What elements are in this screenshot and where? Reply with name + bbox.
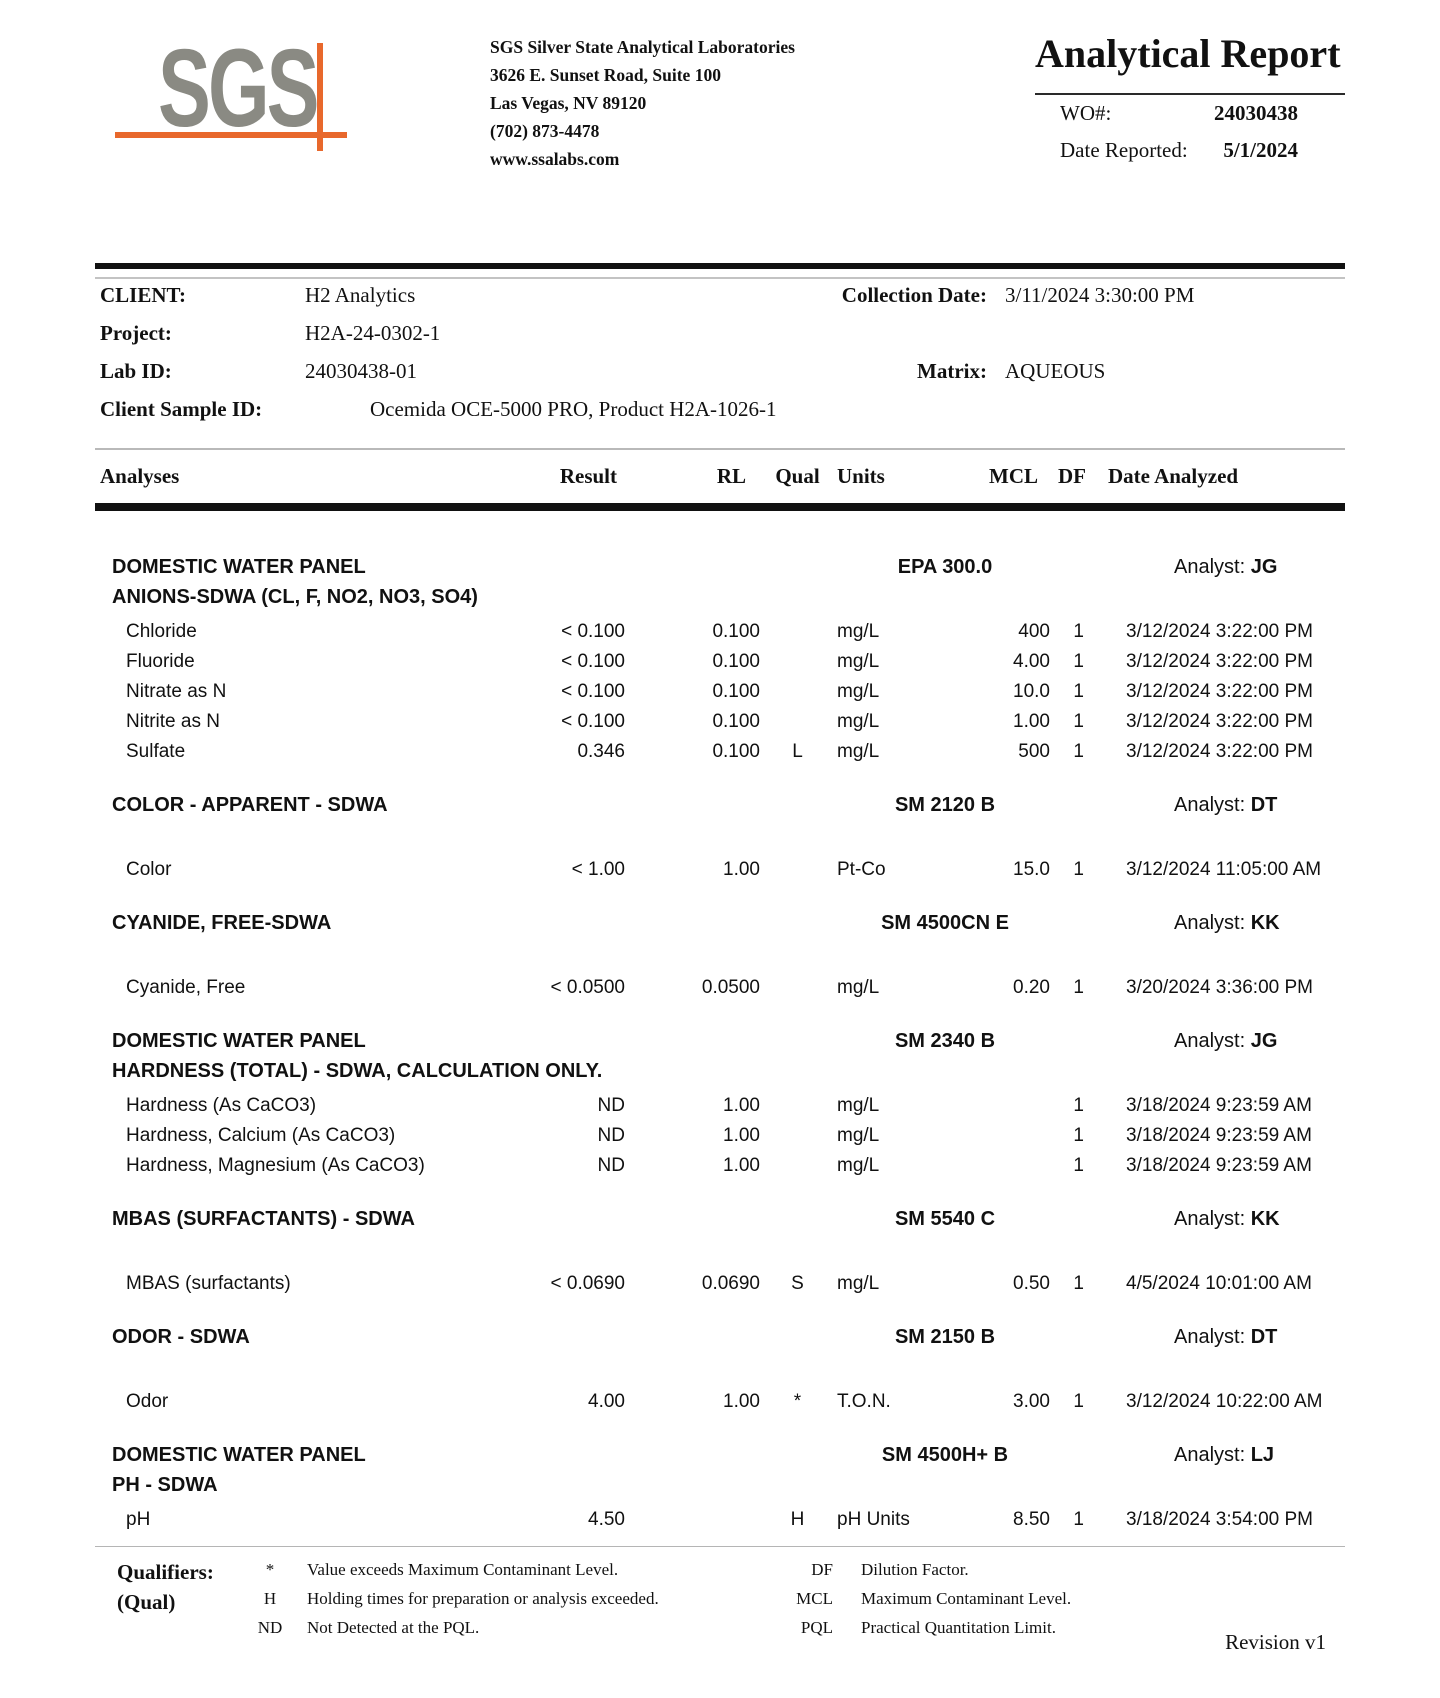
cell-units: mg/L: [837, 621, 880, 642]
analyst-label: Analyst:: [1174, 1326, 1246, 1348]
panel-rows: [95, 973, 1345, 1003]
panel-method: SM 2150 B: [894, 1326, 996, 1348]
sample-id-value: Ocemida OCE-5000 PRO, Product H2A-1026-1: [370, 397, 777, 421]
panel-analyst: [1174, 1440, 1274, 1470]
panel-title-line: DOMESTIC WATER PANEL: [112, 556, 366, 578]
matrix-label: Matrix:: [917, 359, 987, 383]
cell-date-analyzed: 3/12/2024 3:22:00 PM: [1126, 741, 1313, 762]
cell-analysis: Chloride: [126, 621, 197, 642]
analyst-initials: KK: [1250, 1208, 1280, 1230]
qualifier-row: [245, 1555, 659, 1584]
report-title: Analytical Report: [1035, 31, 1341, 76]
result-row: [95, 1121, 1345, 1151]
cell-analysis: Nitrate as N: [126, 681, 227, 702]
analysis-panel: [95, 1322, 1345, 1417]
analyst-initials: KK: [1250, 912, 1280, 934]
panel-method: SM 4500CN E: [881, 912, 1009, 934]
cell-date-analyzed: 3/18/2024 9:23:59 AM: [1126, 1155, 1312, 1176]
result-row: [95, 707, 1345, 737]
lab-address-line2: Las Vegas, NV 89120: [490, 93, 647, 113]
lab-info-block: [490, 33, 795, 173]
col-header-analyses: Analyses: [100, 464, 180, 488]
report-head: [1035, 30, 1345, 169]
cell-result: ND: [597, 1125, 625, 1146]
cell-mcl: 500: [1018, 741, 1050, 762]
cell-qual: [760, 1151, 835, 1181]
lab-website: www.ssalabs.com: [490, 149, 620, 169]
qualifier-description: Maximum Contaminant Level.: [861, 1589, 1072, 1608]
qualifier-row: [785, 1555, 1071, 1584]
cell-units: mg/L: [837, 741, 880, 762]
cell-df: 1: [1073, 741, 1084, 762]
panel-header: [95, 1440, 1345, 1500]
client-value: H2 Analytics: [305, 283, 416, 307]
panel-title-line: MBAS (SURFACTANTS) - SDWA: [112, 1208, 415, 1230]
col-header-units: Units: [837, 464, 885, 488]
cell-result: 0.346: [577, 741, 625, 762]
cell-rl: 0.100: [712, 651, 760, 672]
result-row: [95, 1387, 1345, 1417]
analysis-panel: [95, 1026, 1345, 1181]
panel-rows: [95, 1505, 1345, 1535]
panel-header: [95, 1322, 1345, 1382]
cell-qual: [760, 1091, 835, 1121]
cell-qual: *: [793, 1391, 802, 1412]
cell-units: mg/L: [837, 1273, 880, 1294]
cell-result: < 0.100: [561, 711, 625, 732]
panel-title: [95, 908, 735, 938]
analyst-label: Analyst:: [1174, 1444, 1246, 1466]
cell-qual: L: [792, 741, 803, 762]
date-reported-label: Date Reported:: [1060, 138, 1188, 162]
cell-df: 1: [1073, 1125, 1084, 1146]
analyst-label: Analyst:: [1174, 556, 1246, 578]
qualifier-code: MCL: [796, 1589, 833, 1608]
date-reported-value: 5/1/2024: [1223, 138, 1298, 162]
col-header-rl: RL: [716, 464, 746, 488]
cell-df: 1: [1073, 1273, 1084, 1294]
result-row: [95, 1091, 1345, 1121]
cell-units: mg/L: [837, 1155, 880, 1176]
lab-phone: (702) 873-4478: [490, 121, 600, 141]
cell-mcl: 15.0: [1013, 859, 1050, 880]
cell-qual: S: [791, 1273, 804, 1294]
col-header-mcl: MCL: [989, 464, 1038, 488]
cell-units: mg/L: [837, 1095, 880, 1116]
panel-title: [95, 1440, 735, 1500]
cell-rl: 0.100: [712, 711, 760, 732]
qualifiers-label: [117, 1557, 214, 1617]
cell-analysis: pH: [126, 1509, 151, 1530]
cell-df: 1: [1073, 1509, 1084, 1530]
analysis-panel: [95, 908, 1345, 1003]
sample-id-row: [95, 390, 1345, 428]
cell-rl: 1.00: [723, 1095, 760, 1116]
panel-method: SM 4500H+ B: [881, 1444, 1009, 1466]
cell-qual: [760, 973, 835, 1003]
result-row: [95, 737, 1345, 767]
col-header-date-analyzed: Date Analyzed: [1108, 464, 1239, 488]
result-row: [95, 617, 1345, 647]
cell-rl: 0.0500: [701, 977, 760, 998]
cell-df: 1: [1073, 977, 1084, 998]
client-label: CLIENT:: [100, 283, 186, 307]
panel-rows: [95, 1387, 1345, 1417]
col-header-df: DF: [1058, 464, 1086, 488]
cell-result: < 0.100: [561, 651, 625, 672]
cell-result: ND: [597, 1155, 625, 1176]
lab-id-value: 24030438-01: [305, 359, 417, 383]
cell-units: mg/L: [837, 977, 880, 998]
analyst-label: Analyst:: [1174, 794, 1246, 816]
result-row: [95, 647, 1345, 677]
panel-title-line: ANIONS-SDWA (CL, F, NO2, NO3, SO4): [112, 586, 478, 608]
result-row: [95, 855, 1345, 885]
cell-rl: 1.00: [723, 1125, 760, 1146]
panel-analyst: [1174, 552, 1277, 582]
panel-header: [95, 1204, 1345, 1264]
panel-rows: [95, 1269, 1345, 1299]
cell-df: 1: [1073, 621, 1084, 642]
panel-title-line: HARDNESS (TOTAL) - SDWA, CALCULATION ONLY.: [112, 1060, 603, 1082]
cell-result: < 0.0500: [550, 977, 625, 998]
client-row: [95, 276, 1345, 314]
results-section: [95, 506, 1345, 1535]
panel-title: [95, 1204, 735, 1234]
cell-date-analyzed: 3/18/2024 3:54:00 PM: [1126, 1509, 1313, 1530]
panel-analyst: [1174, 908, 1280, 938]
cell-units: T.O.N.: [837, 1391, 891, 1412]
qualifier-description: Dilution Factor.: [861, 1560, 969, 1579]
qualifier-code: DF: [811, 1560, 833, 1579]
qualifier-code: H: [263, 1589, 277, 1608]
analyst-initials: LJ: [1250, 1444, 1275, 1466]
cell-units: mg/L: [837, 1125, 880, 1146]
qualifier-description: Practical Quantitation Limit.: [861, 1618, 1056, 1637]
analyst-initials: DT: [1250, 1326, 1278, 1348]
analysis-panel: [95, 790, 1345, 885]
qualifiers-list-left: [245, 1555, 659, 1642]
cell-mcl: 0.20: [1013, 977, 1050, 998]
cell-mcl: 10.0: [1013, 681, 1050, 702]
cell-date-analyzed: 3/12/2024 3:22:00 PM: [1126, 651, 1313, 672]
cell-analysis: MBAS (surfactants): [126, 1273, 291, 1294]
cell-date-analyzed: 4/5/2024 10:01:00 AM: [1126, 1273, 1312, 1294]
cell-analysis: Fluoride: [126, 651, 195, 672]
lab-name: SGS Silver State Analytical Laboratories: [490, 37, 795, 57]
col-header-result: Result: [559, 464, 617, 488]
analyst-initials: DT: [1250, 794, 1278, 816]
panel-method: EPA 300.0: [897, 556, 993, 578]
panel-header: [95, 908, 1345, 968]
qualifier-code: ND: [257, 1618, 283, 1637]
cell-date-analyzed: 3/12/2024 10:22:00 AM: [1126, 1391, 1323, 1412]
panel-analyst: [1174, 1204, 1280, 1234]
qualifiers-label-line1: Qualifiers:: [117, 1560, 214, 1584]
cell-df: 1: [1073, 1095, 1084, 1116]
date-reported-row: [1060, 132, 1298, 169]
cell-units: pH Units: [837, 1509, 910, 1530]
panel-rows: [95, 1091, 1345, 1181]
cell-df: 1: [1073, 681, 1084, 702]
logo-text: SGS: [158, 27, 317, 150]
cell-rl: 0.100: [712, 681, 760, 702]
sgs-logo: [0, 0, 420, 190]
panel-title-line: DOMESTIC WATER PANEL: [112, 1030, 366, 1052]
rule-above-table-header: [95, 448, 1345, 450]
analysis-panel: [95, 552, 1345, 767]
qualifier-code: *: [265, 1560, 275, 1579]
matrix-value: AQUEOUS: [1005, 359, 1106, 383]
panel-title-line: PH - SDWA: [112, 1474, 218, 1496]
cell-rl: 1.00: [723, 1155, 760, 1176]
cell-mcl: 4.00: [1013, 651, 1050, 672]
qualifier-description: Not Detected at the PQL.: [307, 1618, 480, 1637]
cell-df: 1: [1073, 1155, 1084, 1176]
cell-rl: 1.00: [723, 859, 760, 880]
panel-title: [95, 1026, 735, 1086]
qualifier-row: [245, 1584, 659, 1613]
cell-df: 1: [1073, 711, 1084, 732]
panel-method: SM 2340 B: [894, 1030, 996, 1052]
analyst-label: Analyst:: [1174, 1030, 1246, 1052]
cell-analysis: Nitrite as N: [126, 711, 220, 732]
cell-units: Pt-Co: [837, 859, 886, 880]
analysis-panel: [95, 1204, 1345, 1299]
cell-rl: 0.100: [712, 621, 760, 642]
analyst-label: Analyst:: [1174, 1208, 1246, 1230]
cell-qual: [760, 707, 835, 737]
qualifier-code: PQL: [800, 1618, 833, 1637]
result-row: [95, 1151, 1345, 1181]
panel-title-line: CYANIDE, FREE-SDWA: [112, 912, 332, 934]
cell-mcl: 0.50: [1013, 1273, 1050, 1294]
logo-vertical-bar: [317, 43, 323, 151]
cell-df: 1: [1073, 651, 1084, 672]
cell-mcl: 3.00: [1013, 1391, 1050, 1412]
qualifiers-label-line2: (Qual): [117, 1590, 176, 1614]
panel-rows: [95, 617, 1345, 767]
panel-title: [95, 790, 735, 820]
result-row: [95, 677, 1345, 707]
cell-mcl: 8.50: [1013, 1509, 1050, 1530]
cell-date-analyzed: 3/12/2024 3:22:00 PM: [1126, 711, 1313, 732]
client-info-section: [95, 276, 1345, 428]
cell-analysis: Color: [126, 859, 172, 880]
project-label: Project:: [100, 321, 172, 345]
cell-units: mg/L: [837, 711, 880, 732]
lab-id-label: Lab ID:: [100, 359, 172, 383]
cell-qual: [760, 1121, 835, 1151]
cell-result: 4.50: [588, 1509, 625, 1530]
cell-analysis: Sulfate: [126, 741, 186, 762]
analyst-label: Analyst:: [1174, 912, 1246, 934]
col-header-qual: Qual: [775, 464, 820, 488]
cell-analysis: Hardness, Calcium (As CaCO3): [126, 1125, 396, 1146]
work-order-value: 24030438: [1214, 101, 1298, 125]
collection-date-label: Collection Date:: [841, 283, 987, 307]
analyst-initials: JG: [1250, 556, 1278, 578]
panel-title-line: COLOR - APPARENT - SDWA: [112, 794, 388, 816]
cell-df: 1: [1073, 1391, 1084, 1412]
cell-qual: H: [790, 1509, 805, 1530]
cell-mcl: [955, 1151, 1050, 1181]
cell-result: < 0.100: [561, 681, 625, 702]
cell-mcl: 1.00: [1013, 711, 1050, 732]
qualifiers-list-right: [785, 1555, 1071, 1642]
cell-analysis: Hardness (As CaCO3): [126, 1095, 317, 1116]
cell-result: < 0.0690: [550, 1273, 625, 1294]
work-order-label: WO#:: [1060, 101, 1112, 125]
panel-title: [95, 1322, 735, 1352]
panel-title-line: ODOR - SDWA: [112, 1326, 250, 1348]
cell-mcl: [955, 1121, 1050, 1151]
result-row: [95, 973, 1345, 1003]
panel-method: SM 5540 C: [894, 1208, 996, 1230]
cell-qual: [760, 677, 835, 707]
cell-units: mg/L: [837, 651, 880, 672]
cell-analysis: Odor: [126, 1391, 169, 1412]
panel-title-line: DOMESTIC WATER PANEL: [112, 1444, 366, 1466]
cell-mcl: 400: [1018, 621, 1050, 642]
cell-mcl: [955, 1091, 1050, 1121]
results-table-header: [95, 452, 1345, 500]
project-value: H2A-24-0302-1: [305, 321, 441, 345]
panel-analyst: [1174, 1322, 1277, 1352]
revision-label: Revision v1: [1225, 1630, 1326, 1654]
panel-analyst: [1174, 790, 1277, 820]
cell-date-analyzed: 3/18/2024 9:23:59 AM: [1126, 1095, 1312, 1116]
project-row: [95, 314, 1345, 352]
panel-analyst: [1174, 1026, 1277, 1056]
cell-rl: 0.100: [712, 741, 760, 762]
cell-date-analyzed: 3/12/2024 11:05:00 AM: [1126, 859, 1322, 880]
cell-date-analyzed: 3/18/2024 9:23:59 AM: [1126, 1125, 1312, 1146]
qualifier-description: Holding times for preparation or analysis exceeded.: [307, 1589, 659, 1608]
analyst-initials: JG: [1250, 1030, 1278, 1052]
qualifier-row: [785, 1584, 1071, 1613]
cell-result: < 1.00: [571, 859, 625, 880]
cell-date-analyzed: 3/12/2024 3:22:00 PM: [1126, 621, 1313, 642]
panel-header: [95, 1026, 1345, 1086]
cell-units: mg/L: [837, 681, 880, 702]
cell-rl: 1.00: [723, 1391, 760, 1412]
cell-date-analyzed: 3/12/2024 3:22:00 PM: [1126, 681, 1313, 702]
result-row: [95, 1505, 1345, 1535]
cell-qual: [760, 855, 835, 885]
cell-qual: [760, 647, 835, 677]
cell-rl: 0.0690: [701, 1273, 760, 1294]
cell-result: ND: [597, 1095, 625, 1116]
analysis-panel: [95, 1440, 1345, 1535]
cell-date-analyzed: 3/20/2024 3:36:00 PM: [1126, 977, 1313, 998]
cell-qual: [760, 617, 835, 647]
qualifier-description: Value exceeds Maximum Contaminant Level.: [307, 1560, 619, 1579]
collection-date-value: 3/11/2024 3:30:00 PM: [1005, 283, 1195, 307]
lab-address-line1: 3626 E. Sunset Road, Suite 100: [490, 65, 721, 85]
divider-thick: [95, 263, 1345, 269]
sample-id-label: Client Sample ID:: [100, 397, 263, 421]
cell-analysis: Hardness, Magnesium (As CaCO3): [126, 1155, 425, 1176]
cell-result: < 0.100: [561, 621, 625, 642]
panel-header: [95, 552, 1345, 612]
lab-id-row: [95, 352, 1345, 390]
work-order-row: [1060, 95, 1298, 132]
panel-method: SM 2120 B: [894, 794, 996, 816]
cell-result: 4.00: [588, 1391, 625, 1412]
cell-analysis: Cyanide, Free: [126, 977, 246, 998]
panel-header: [95, 790, 1345, 850]
cell-rl: [625, 1505, 760, 1535]
cell-df: 1: [1073, 859, 1084, 880]
result-row: [95, 1269, 1345, 1299]
panel-rows: [95, 855, 1345, 885]
panel-title: [95, 552, 735, 612]
